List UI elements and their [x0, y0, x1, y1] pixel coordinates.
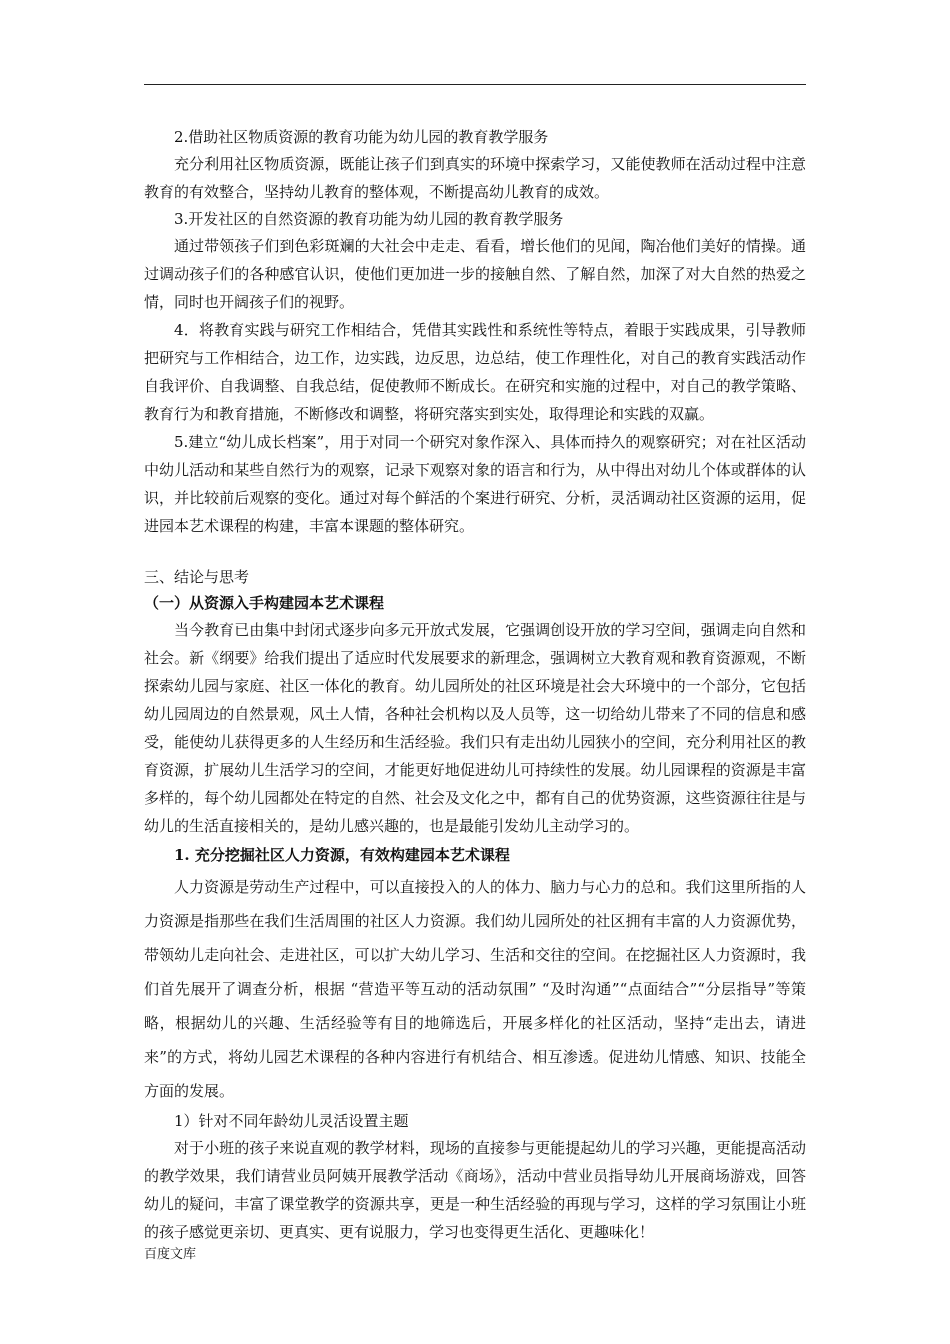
subheading-age-themes: 1）针对不同年龄幼儿灵活设置主题 [174, 1112, 409, 1130]
subsection-heading-1: （一）从资源入手构建园本艺术课程 [144, 594, 385, 612]
paragraph-human-resources: 人力资源是劳动生产过程中，可以直接投入的人的体力、脑力与心力的总和。我们这里所指的人力资源是指那些在我们生活周围的社区人力资源。我们幼儿园所处的社区拥有丰富的人力资源优势，带领幼儿走向社会、走进社区，可以扩大幼儿学习、生活和交往的空间。在挖掘社区人力资源时，我们首先展开了调查分析，根据 “营造平等互动的活动氛围” “及时沟通”“点面结合”“分层指导”等策略，根据幼儿的兴趣、生活经验等有目的地筛选后，开展多样化的社区活动，坚持“走出去，请进来”的方式，将幼儿园艺术课程的各种内容进行有机结合、相互渗透。促进幼儿情感、知识、技能全方面的发展。 [144, 878, 806, 1100]
footer-text: 百度文库 [144, 1247, 197, 1262]
paragraph-natural-resources: 通过带领孩子们到色彩斑斓的大社会中走走、看看，增长他们的见闻，陶冶他们美好的情操。通过调动孩子们的各种感官认识，使他们更加进一步的接触自然、了解自然，加深了对大自然的热爱之情，同时也开阔孩子们的视野。 [144, 237, 806, 311]
paragraph-small-class: 对于小班的孩子来说直观的教学材料，现场的直接参与更能提起幼儿的学习兴趣，更能提高活动的教学效果，我们请营业员阿姨开展教学活动《商场》，活动中营业员指导幼儿开展商场游戏，回答幼儿的疑问，丰富了课堂教学的资源共享，更是一种生活经验的再现与学习，这样的学习氛围让小班的孩子感觉更亲切、更真实、更有说服力，学习也变得更生活化、更趣味化！ [144, 1139, 806, 1241]
section-heading-3: 三、结论与思考 [144, 568, 250, 586]
paragraph-resources-intro: 当今教育已由集中封闭式逐步向多元开放式发展，它强调创设开放的学习空间，强调走向自然和社会。新《纲要》给我们提出了适应时代发展要求的新理念，强调树立大教育观和教育资源观，不断探索幼儿园与家庭、社区一体化的教育。幼儿园所处的社区环境是社会大环境中的一个部分，它包括幼儿园周边的自然景观，风土人情，各种社会机构以及人员等，这一切给幼儿带来了不同的信息和感受，能使幼儿获得更多的人生经历和生活经验。我们只有走出幼儿园狭小的空间，充分利用社区的教育资源，扩展幼儿生活学习的空间，才能更好地促进幼儿可持续性的发展。幼儿园课程的资源是丰富多样的，每个幼儿园都处在特定的自然、社会及文化之中，都有自己的优势资源，这些资源往往是与幼儿的生活直接相关的，是幼儿感兴趣的，也是最能引发幼儿主动学习的。 [144, 621, 806, 835]
document-body [144, 124, 806, 1246]
paragraph-material-resources: 充分利用社区物质资源，既能让孩子们到真实的环境中探索学习，又能使教师在活动过程中注意教育的有效整合，坚持幼儿教育的整体观，不断提高幼儿教育的成效。 [144, 155, 806, 201]
subheading-2: 2.借助社区物质资源的教育功能为幼儿园的教育教学服务 [174, 128, 549, 146]
header-rule [144, 84, 806, 85]
subheading-human-resources: 1. 充分挖掘社区人力资源，有效构建园本艺术课程 [174, 846, 510, 864]
paragraph-item-4: 4．将教育实践与研究工作相结合，凭借其实践性和系统性等特点，着眼于实践成果，引导教师把研究与工作相结合，边工作，边实践，边反思，边总结，使工作理性化，对自己的教育实践活动作自我评价、自我调整、自我总结，促使教师不断成长。在研究和实施的过程中，对自己的教学策略、教育行为和教育措施，不断修改和调整，将研究落实到实处，取得理论和实践的双赢。 [144, 321, 806, 423]
paragraph-item-5: 5.建立“幼儿成长档案”，用于对同一个研究对象作深入、具体而持久的观察研究；对在社区活动中幼儿活动和某些自然行为的观察，记录下观察对象的语言和行为，从中得出对幼儿个体或群体的认识，并比较前后观察的变化。通过对每个鲜活的个案进行研究、分析，灵活调动社区资源的运用，促进园本艺术课程的构建，丰富本课题的整体研究。 [144, 433, 806, 535]
subheading-3: 3.开发社区的自然资源的教育功能为幼儿园的教育教学服务 [174, 210, 564, 228]
